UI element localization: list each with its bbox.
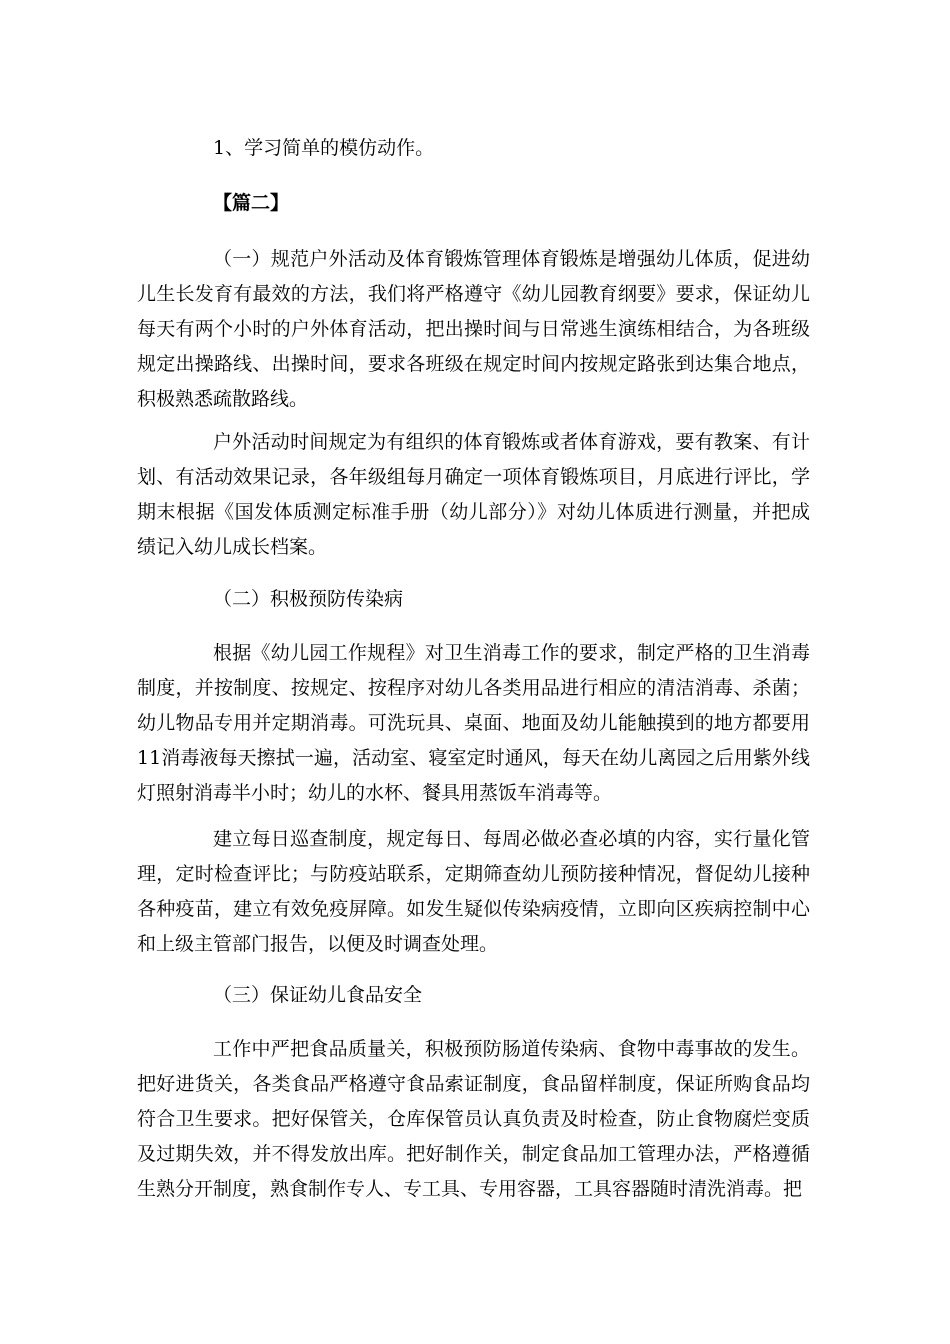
paragraph-disinfection: 根据《幼儿园工作规程》对卫生消毒工作的要求，制定严格的卫生消毒制度，并按制度、按规定、按程序对幼儿各类用品进行相应的清洁消毒、杀菌；幼儿物品专用并定期消毒。可洗玩具、桌面、地面及幼儿能触摸到的地方都要用11消毒液每天擦拭一遍，活动室、寝室定时通风，每天在幼儿离园之后用紫外线灯照射消毒半小时；幼儿的水杯、餐具用蒸饭车消毒等。 [137,642,810,804]
list-item-1: 1、学习简单的模仿动作。 [213,137,435,159]
section-heading-part-two: 【篇二】 [213,192,290,214]
paragraph-food-quality: 工作中严把食品质量关，积极预防肠道传染病、食物中毒事故的发生。把好进货关，各类食品严格遵守食品索证制度，食品留样制度，保证所购食品均符合卫生要求。把好保管关，仓库保管员认真负责及时检查，防止食物腐烂变质及过期失效，并不得发放出库。把好制作关，制定食品加工管理办法，严格遵循生熟分开制度，熟食制作专人、专工具、专用容器，工具容器随时清洗消毒。把 [137,1038,810,1200]
section-heading-disease-prevention: （二）积极预防传染病 [213,588,404,610]
paragraph-outdoor-time-rules: 户外活动时间规定为有组织的体育锻炼或者体育游戏，要有教案、有计划、有活动效果记录，各年级组每月确定一项体育锻炼项目，月底进行评比，学期末根据《国发体质测定标准手册（幼儿部分）》对幼儿体质进行测量，并把成绩记入幼儿成长档案。 [137,431,810,558]
paragraph-daily-inspection: 建立每日巡查制度，规定每日、每周必做必查必填的内容，实行量化管理，定时检查评比；与防疫站联系，定期筛查幼儿预防接种情况，督促幼儿接种各种疫苗，建立有效免疫屏障。如发生疑似传染病疫情，立即向区疾病控制中心和上级主管部门报告，以便及时调查处理。 [137,828,810,955]
section-heading-food-safety: （三）保证幼儿食品安全 [213,984,423,1006]
paragraph-outdoor-activities: （一）规范户外活动及体育锻炼管理体育锻炼是增强幼儿体质，促进幼儿生长发育有最效的方法，我们将严格遵守《幼儿园教育纲要》要求，保证幼儿每天有两个小时的户外体育活动，把出操时间与日常逃生演练相结合，为各班级规定出操路线、出操时间，要求各班级在规定时间内按规定路张到达集合地点，积极熟悉疏散路线。 [137,248,810,410]
